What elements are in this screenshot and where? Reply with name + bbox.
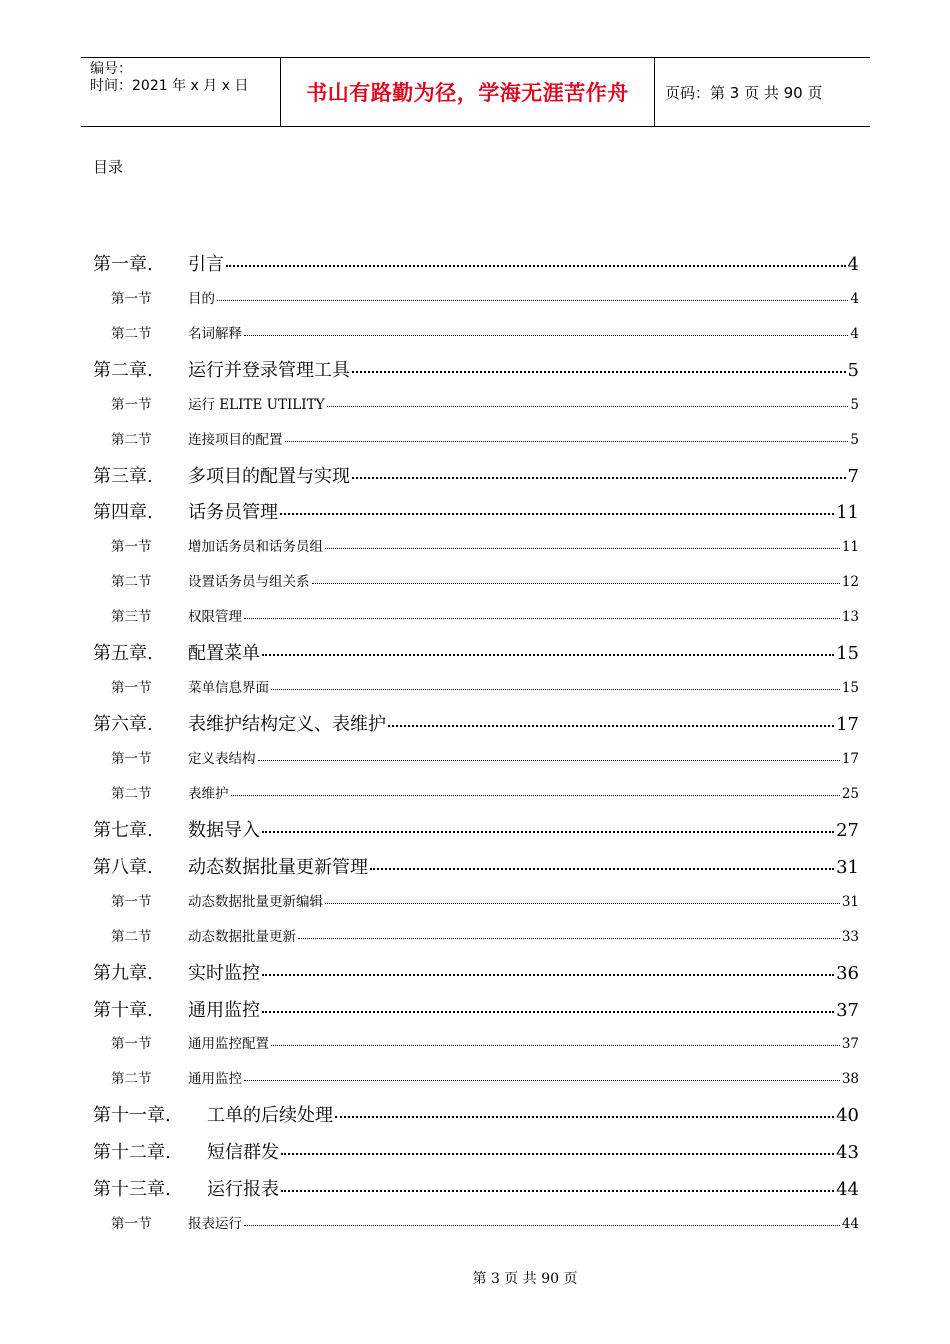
header-time-label: 时间：2021 年 x 月 x 日: [90, 78, 249, 94]
toc-leader-dots: [335, 1116, 834, 1118]
header-motto: 书山有路勤为径，学海无涯苦作舟: [281, 58, 655, 126]
toc-entry-page: 17: [836, 714, 859, 735]
toc-entry-number: 第十一章.: [93, 1105, 171, 1126]
toc-chapter-entry[interactable]: [93, 1138, 859, 1164]
toc-entry-title: 短信群发: [207, 1142, 279, 1163]
toc-section-entry[interactable]: [93, 287, 859, 307]
toc-leader-dots: [388, 725, 834, 727]
toc-entry-page: 7: [847, 466, 859, 487]
toc-entry-number: 第十章.: [93, 1000, 153, 1021]
toc-section-entry[interactable]: [93, 322, 859, 342]
toc-entry-page: 36: [836, 963, 859, 984]
toc-leader-dots: [281, 1190, 834, 1192]
toc-entry-title: 表维护结构定义、表维护: [188, 714, 386, 735]
toc-entry-page: 4: [847, 254, 859, 275]
toc-entry-title: 表维护: [188, 786, 229, 802]
toc-entry-page: 5: [850, 397, 859, 413]
toc-leader-dots: [352, 477, 846, 479]
toc-entry-number: 第二节: [111, 574, 152, 590]
header-code-label: 编号：: [90, 61, 132, 77]
toc-entry-title: 引言: [188, 254, 224, 275]
toc-entry-number: 第一章.: [93, 254, 153, 275]
toc-leader-dots: [258, 760, 840, 761]
toc-section-entry[interactable]: [93, 890, 859, 910]
toc-entry-number: 第八章.: [93, 857, 153, 878]
toc-entry-title: 通用监控配置: [188, 1036, 269, 1052]
toc-section-entry[interactable]: [93, 393, 859, 413]
toc-section-entry[interactable]: [93, 1032, 859, 1052]
toc-leader-dots: [312, 583, 840, 584]
toc-section-entry[interactable]: [93, 535, 859, 555]
toc-entry-title: 增加话务员和话务员组: [188, 539, 323, 555]
toc-leader-dots: [217, 300, 848, 301]
toc-entry-number: 第十二章.: [93, 1142, 171, 1163]
toc-entry-title: 运行 ELITE UTILITY: [188, 397, 325, 413]
toc-entry-page: 27: [836, 820, 859, 841]
header-page-label: 页码：第 3 页 共 90 页: [665, 83, 823, 102]
toc-entry-page: 4: [850, 326, 859, 342]
toc-entry-page: 12: [841, 574, 859, 590]
toc-entry-page: 5: [850, 432, 859, 448]
toc-leader-dots: [352, 371, 846, 373]
toc-entry-number: 第二节: [111, 432, 152, 448]
toc-entry-title: 动态数据批量更新编辑: [188, 894, 323, 910]
toc-entry-number: 第四章.: [93, 502, 153, 523]
toc-entry-title: 数据导入: [188, 820, 260, 841]
toc-entry-title: 实时监控: [188, 963, 260, 984]
toc-entry-number: 第一节: [111, 397, 152, 413]
toc-leader-dots: [280, 513, 834, 515]
toc-entry-number: 第一节: [111, 680, 152, 696]
toc-entry-number: 第二节: [111, 786, 152, 802]
toc-section-entry[interactable]: [93, 605, 859, 625]
toc-entry-title: 配置菜单: [188, 643, 260, 664]
toc-entry-page: 40: [836, 1105, 859, 1126]
toc-leader-dots: [244, 1080, 840, 1081]
toc-leader-dots: [281, 1153, 834, 1155]
toc-leader-dots: [285, 441, 849, 442]
toc-entry-number: 第三节: [111, 609, 152, 625]
toc-entry-page: 37: [841, 1036, 859, 1052]
toc-section-entry[interactable]: [93, 676, 859, 696]
toc-entry-number: 第一节: [111, 751, 152, 767]
toc-entry-title: 定义表结构: [188, 751, 256, 767]
toc-entry-title: 菜单信息界面: [188, 680, 269, 696]
toc-entry-page: 44: [836, 1179, 859, 1200]
toc-entry-page: 43: [836, 1142, 859, 1163]
toc-leader-dots: [244, 1225, 840, 1226]
toc-chapter-entry[interactable]: [93, 356, 859, 382]
toc-entry-page: 44: [841, 1216, 859, 1232]
toc-entry-title: 动态数据批量更新管理: [188, 857, 368, 878]
toc-leader-dots: [262, 974, 834, 976]
toc-entry-page: 37: [836, 1000, 859, 1021]
toc-leader-dots: [327, 406, 849, 407]
toc-leader-dots: [226, 265, 846, 267]
toc-entry-title: 权限管理: [188, 609, 242, 625]
toc-heading: 目录: [93, 158, 124, 176]
toc-entry-title: 话务员管理: [188, 502, 278, 523]
toc-entry-page: 17: [841, 751, 859, 767]
toc-leader-dots: [298, 938, 840, 939]
toc-leader-dots: [231, 795, 840, 796]
toc-entry-page: 15: [836, 643, 859, 664]
toc-chapter-entry[interactable]: [93, 1101, 859, 1127]
toc-leader-dots: [271, 1045, 840, 1046]
toc-entry-number: 第二节: [111, 326, 152, 342]
toc-section-entry[interactable]: [93, 925, 859, 945]
toc-leader-dots: [370, 868, 834, 870]
toc-entry-number: 第六章.: [93, 714, 153, 735]
toc-entry-number: 第三章.: [93, 466, 153, 487]
toc-entry-page: 15: [841, 680, 859, 696]
toc-entry-title: 工单的后续处理: [207, 1105, 333, 1126]
toc-section-entry[interactable]: [93, 428, 859, 448]
toc-leader-dots: [244, 618, 840, 619]
toc-entry-number: 第二节: [111, 1071, 152, 1087]
toc-chapter-entry[interactable]: [93, 853, 859, 879]
toc-entry-page: 25: [841, 786, 859, 802]
toc-entry-title: 通用监控: [188, 1000, 260, 1021]
toc-section-entry[interactable]: [93, 1212, 859, 1232]
toc-chapter-entry[interactable]: [93, 816, 859, 842]
toc-entry-page: 11: [836, 502, 859, 523]
toc-entry-page: 5: [847, 360, 859, 381]
toc-section-entry[interactable]: [93, 747, 859, 767]
toc-entry-page: 4: [850, 291, 859, 307]
toc-entry-title: 名词解释: [188, 326, 242, 342]
toc-entry-title: 报表运行: [188, 1216, 242, 1232]
toc-entry-page: 11: [841, 539, 859, 555]
toc-leader-dots: [262, 831, 834, 833]
toc-entry-number: 第一节: [111, 291, 152, 307]
toc-entry-number: 第七章.: [93, 820, 153, 841]
toc-leader-dots: [271, 689, 840, 690]
toc-leader-dots: [244, 335, 848, 336]
toc-leader-dots: [262, 1011, 834, 1013]
toc-chapter-entry[interactable]: [93, 959, 859, 985]
toc-entry-title: 多项目的配置与实现: [188, 466, 350, 487]
toc-entry-title: 目的: [188, 291, 215, 307]
toc-entry-number: 第十三章.: [93, 1179, 171, 1200]
toc-entry-number: 第一节: [111, 894, 152, 910]
toc-entry-title: 连接项目的配置: [188, 432, 283, 448]
toc-entry-number: 第一节: [111, 1216, 152, 1232]
toc-entry-page: 33: [841, 929, 859, 945]
page-footer: 第 3 页 共 90 页: [472, 1271, 578, 1287]
toc-chapter-entry[interactable]: [93, 250, 859, 276]
toc-entry-title: 设置话务员与组关系: [188, 574, 310, 590]
toc-chapter-entry[interactable]: [93, 1175, 859, 1201]
toc-entry-page: 31: [841, 894, 859, 910]
toc-entry-number: 第五章.: [93, 643, 153, 664]
toc-entry-number: 第一节: [111, 1036, 152, 1052]
page-header: [81, 57, 870, 127]
toc-entry-number: 第九章.: [93, 963, 153, 984]
toc-chapter-entry[interactable]: [93, 639, 859, 665]
toc-entry-title: 运行并登录管理工具: [188, 360, 350, 381]
toc-entry-number: 第一节: [111, 539, 152, 555]
toc-section-entry[interactable]: [93, 1067, 859, 1087]
toc-entry-page: 38: [841, 1071, 859, 1087]
toc-section-entry[interactable]: [93, 570, 859, 590]
header-meta: [81, 58, 281, 126]
toc-entry-title: 通用监控: [188, 1071, 242, 1087]
toc-section-entry[interactable]: [93, 782, 859, 802]
toc-chapter-entry[interactable]: [93, 710, 859, 736]
toc-entry-page: 13: [841, 609, 859, 625]
toc-chapter-entry[interactable]: [93, 498, 859, 524]
toc-leader-dots: [325, 548, 840, 549]
toc-entry-page: 31: [836, 857, 859, 878]
toc-chapter-entry[interactable]: [93, 462, 859, 488]
toc-leader-dots: [325, 903, 840, 904]
toc-leader-dots: [262, 654, 834, 656]
toc-entry-title: 动态数据批量更新: [188, 929, 296, 945]
toc-chapter-entry[interactable]: [93, 996, 859, 1022]
toc-entry-number: 第二节: [111, 929, 152, 945]
toc-entry-number: 第二章.: [93, 360, 153, 381]
toc-entry-title: 运行报表: [207, 1179, 279, 1200]
